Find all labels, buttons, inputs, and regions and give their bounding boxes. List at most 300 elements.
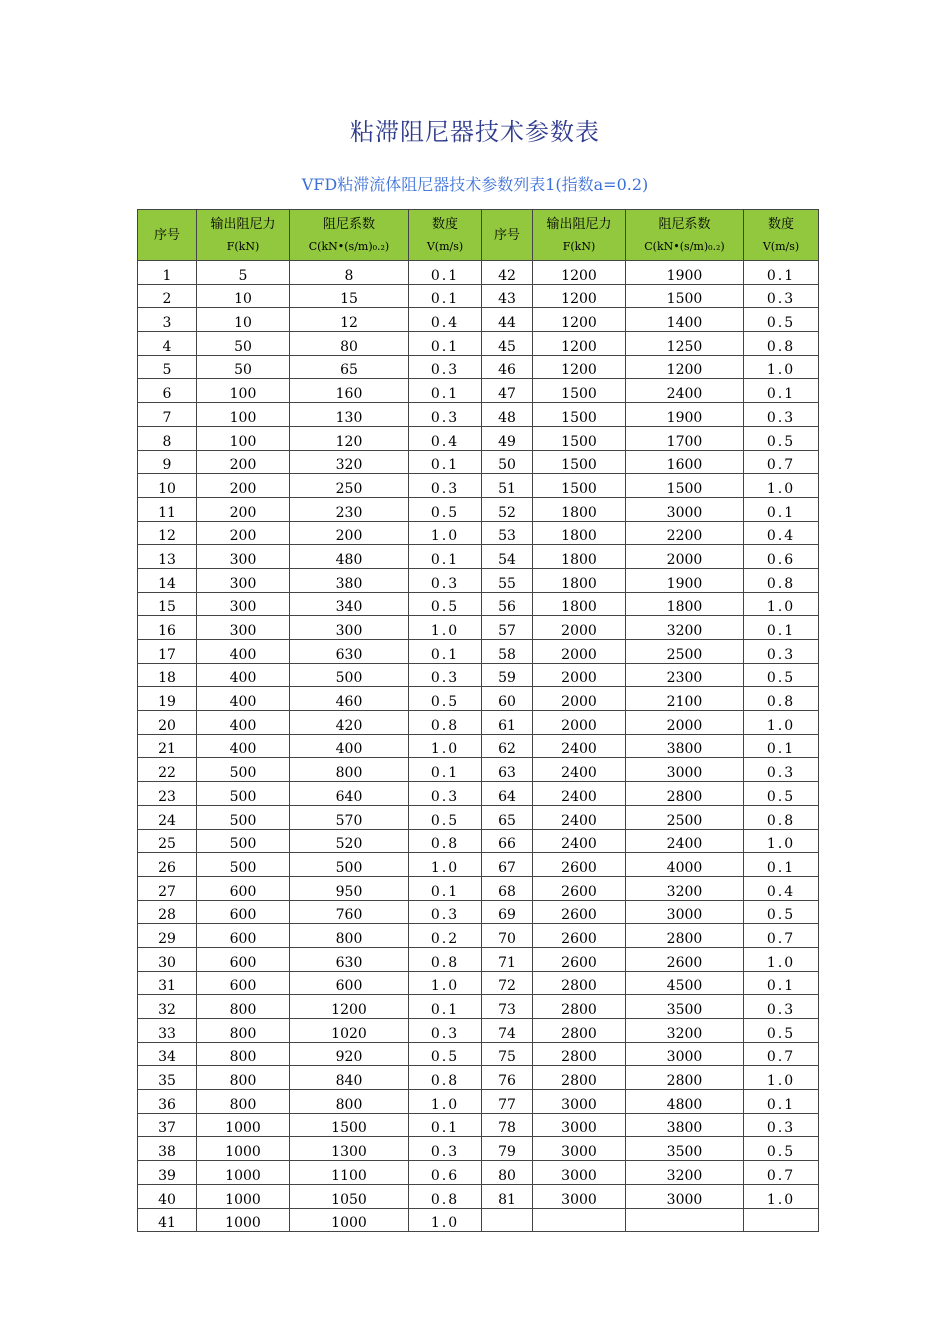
- force-cell: 400: [197, 734, 290, 758]
- coef-cell: 160: [290, 379, 409, 403]
- table-row: [138, 474, 819, 498]
- speed-cell: 0.8: [744, 332, 819, 356]
- coef-cell: 420: [290, 711, 409, 735]
- force-cell: 2800: [533, 1042, 626, 1066]
- coef-cell: 1500: [626, 474, 744, 498]
- coef-cell: 65: [290, 355, 409, 379]
- force-cell: 2000: [533, 663, 626, 687]
- speed-cell: 0.1: [744, 971, 819, 995]
- table-row: [138, 805, 819, 829]
- force-cell: 100: [197, 379, 290, 403]
- force-cell: 2000: [533, 616, 626, 640]
- force-cell: 2600: [533, 900, 626, 924]
- coef-cell: 1500: [290, 1113, 409, 1137]
- seq-cell: 30: [138, 947, 197, 971]
- speed-cell: 0.7: [744, 1042, 819, 1066]
- coef-cell: 2000: [626, 711, 744, 735]
- coef-cell: 3800: [626, 734, 744, 758]
- speed-cell: 1.0: [409, 521, 482, 545]
- coef-cell: 760: [290, 900, 409, 924]
- coef-cell: 1000: [290, 1208, 409, 1232]
- speed-cell: 0.1: [409, 1113, 482, 1137]
- table-row: [138, 853, 819, 877]
- coef-cell: 1800: [626, 592, 744, 616]
- coef-cell: 230: [290, 497, 409, 521]
- coef-cell: 1100: [290, 1161, 409, 1185]
- speed-cell: 1.0: [409, 971, 482, 995]
- seq-cell: 77: [482, 1090, 533, 1114]
- table-row: [138, 521, 819, 545]
- speed-cell: 0.5: [744, 1019, 819, 1043]
- speed-cell: 0.3: [409, 663, 482, 687]
- seq-cell: 3: [138, 308, 197, 332]
- table-row: [138, 1019, 819, 1043]
- force-cell: 1500: [533, 379, 626, 403]
- seq-cell: 51: [482, 474, 533, 498]
- coef-cell: 320: [290, 450, 409, 474]
- speed-cell: 0.8: [409, 1066, 482, 1090]
- coef-cell: 400: [290, 734, 409, 758]
- coef-cell: 1900: [626, 261, 744, 285]
- table-row: [138, 497, 819, 521]
- speed-cell: 0.5: [409, 805, 482, 829]
- seq-cell: 24: [138, 805, 197, 829]
- force-cell: 2400: [533, 758, 626, 782]
- force-cell: 1000: [197, 1208, 290, 1232]
- speed-cell: 0.7: [744, 450, 819, 474]
- coef-cell: 570: [290, 805, 409, 829]
- force-cell: 2800: [533, 995, 626, 1019]
- speed-cell: 0.4: [409, 308, 482, 332]
- seq-cell: 74: [482, 1019, 533, 1043]
- speed-cell: 0.1: [409, 379, 482, 403]
- seq-cell: 21: [138, 734, 197, 758]
- coef-cell: 130: [290, 403, 409, 427]
- seq-cell: 56: [482, 592, 533, 616]
- force-cell: 2000: [533, 711, 626, 735]
- force-cell: 3000: [533, 1137, 626, 1161]
- seq-cell: 29: [138, 924, 197, 948]
- speed-cell: 0.1: [409, 261, 482, 285]
- table-row: [138, 379, 819, 403]
- seq-cell: 9: [138, 450, 197, 474]
- coef-cell: 120: [290, 426, 409, 450]
- coef-cell: 2400: [626, 379, 744, 403]
- coef-cell: 600: [290, 971, 409, 995]
- header-speed-2: [744, 210, 819, 261]
- coef-cell: 2600: [626, 947, 744, 971]
- force-cell: 600: [197, 971, 290, 995]
- seq-cell: 39: [138, 1161, 197, 1185]
- force-cell: 1500: [533, 474, 626, 498]
- coef-cell: 1200: [290, 995, 409, 1019]
- coef-cell: 200: [290, 521, 409, 545]
- table-row: [138, 545, 819, 569]
- coef-cell: 3000: [626, 1042, 744, 1066]
- force-cell: 300: [197, 592, 290, 616]
- table-row: [138, 663, 819, 687]
- header-force-unit: F(kN): [226, 239, 260, 253]
- force-cell: 1800: [533, 592, 626, 616]
- table-row: [138, 924, 819, 948]
- speed-cell: 0.1: [409, 450, 482, 474]
- force-cell: 600: [197, 947, 290, 971]
- seq-cell: 50: [482, 450, 533, 474]
- table-row: [138, 592, 819, 616]
- header-seq-2: 序号: [482, 210, 533, 261]
- speed-cell: 0.3: [744, 284, 819, 308]
- seq-cell: 40: [138, 1184, 197, 1208]
- force-cell: 500: [197, 782, 290, 806]
- force-cell: 2000: [533, 687, 626, 711]
- table-row: [138, 261, 819, 285]
- speed-cell: 0.5: [744, 900, 819, 924]
- seq-cell: 4: [138, 332, 197, 356]
- seq-cell: 22: [138, 758, 197, 782]
- seq-cell: 8: [138, 426, 197, 450]
- seq-cell: 64: [482, 782, 533, 806]
- coef-cell: 520: [290, 829, 409, 853]
- seq-cell: 19: [138, 687, 197, 711]
- table-row: [138, 284, 819, 308]
- coef-cell: 800: [290, 1090, 409, 1114]
- speed-cell: 1.0: [744, 947, 819, 971]
- header-coef-unit-2: C(kN•(s/m)₀.₂): [644, 239, 725, 253]
- speed-cell: 1.0: [744, 829, 819, 853]
- coef-cell: 500: [290, 853, 409, 877]
- speed-cell: 0.1: [744, 497, 819, 521]
- seq-cell: 81: [482, 1184, 533, 1208]
- seq-cell: 42: [482, 261, 533, 285]
- force-cell: 3000: [533, 1161, 626, 1185]
- force-cell: 2600: [533, 853, 626, 877]
- coef-cell: 4000: [626, 853, 744, 877]
- seq-cell: 55: [482, 568, 533, 592]
- coef-cell: 3200: [626, 1161, 744, 1185]
- force-cell: 3000: [533, 1090, 626, 1114]
- force-cell: 5: [197, 261, 290, 285]
- coef-cell: 3500: [626, 1137, 744, 1161]
- speed-cell: 0.5: [744, 663, 819, 687]
- table-subtitle: VFD粘滞流体阻尼器技术参数列表1(指数a=0.2): [301, 175, 649, 194]
- force-cell: 2400: [533, 829, 626, 853]
- seq-cell: 11: [138, 497, 197, 521]
- coef-cell: 1900: [626, 568, 744, 592]
- coef-cell: 12: [290, 308, 409, 332]
- seq-cell: 14: [138, 568, 197, 592]
- table-row: [138, 308, 819, 332]
- speed-cell: 0.3: [409, 1137, 482, 1161]
- force-cell: 400: [197, 687, 290, 711]
- force-cell: 3000: [533, 1184, 626, 1208]
- seq-cell: 73: [482, 995, 533, 1019]
- seq-cell: 31: [138, 971, 197, 995]
- speed-cell: 1.0: [409, 616, 482, 640]
- speed-cell: 0.8: [744, 805, 819, 829]
- coef-cell: 800: [290, 924, 409, 948]
- seq-cell: 44: [482, 308, 533, 332]
- seq-cell: [482, 1208, 533, 1232]
- speed-cell: 0.1: [409, 640, 482, 664]
- coef-cell: 1900: [626, 403, 744, 427]
- seq-cell: 35: [138, 1066, 197, 1090]
- coef-cell: 1500: [626, 284, 744, 308]
- table-row: [138, 947, 819, 971]
- header-force-2: [533, 210, 626, 261]
- coef-cell: 2000: [626, 545, 744, 569]
- seq-cell: 38: [138, 1137, 197, 1161]
- speed-cell: 0.1: [744, 853, 819, 877]
- force-cell: 2600: [533, 876, 626, 900]
- seq-cell: 10: [138, 474, 197, 498]
- seq-cell: 37: [138, 1113, 197, 1137]
- table-row: [138, 1042, 819, 1066]
- table-row: [138, 403, 819, 427]
- force-cell: 3000: [533, 1113, 626, 1137]
- force-cell: 200: [197, 521, 290, 545]
- speed-cell: 0.7: [744, 1161, 819, 1185]
- speed-cell: [744, 1208, 819, 1232]
- seq-cell: 1: [138, 261, 197, 285]
- table-row: [138, 568, 819, 592]
- seq-cell: 26: [138, 853, 197, 877]
- speed-cell: 0.3: [409, 568, 482, 592]
- speed-cell: 1.0: [744, 592, 819, 616]
- speed-cell: 0.5: [409, 687, 482, 711]
- seq-cell: 25: [138, 829, 197, 853]
- seq-cell: 6: [138, 379, 197, 403]
- coef-cell: 2200: [626, 521, 744, 545]
- seq-cell: 58: [482, 640, 533, 664]
- seq-cell: 61: [482, 711, 533, 735]
- header-force-unit-2: F(kN): [562, 239, 596, 253]
- speed-cell: 0.1: [409, 284, 482, 308]
- coef-cell: 1400: [626, 308, 744, 332]
- speed-cell: 1.0: [744, 1184, 819, 1208]
- header-coef: [290, 210, 409, 261]
- speed-cell: 0.5: [409, 1042, 482, 1066]
- coef-cell: 340: [290, 592, 409, 616]
- force-cell: 100: [197, 403, 290, 427]
- coef-cell: 4800: [626, 1090, 744, 1114]
- force-cell: 1200: [533, 284, 626, 308]
- speed-cell: 0.3: [744, 1113, 819, 1137]
- seq-cell: 80: [482, 1161, 533, 1185]
- coef-cell: 2300: [626, 663, 744, 687]
- coef-cell: 3200: [626, 1019, 744, 1043]
- coef-cell: 380: [290, 568, 409, 592]
- speed-cell: 0.3: [744, 995, 819, 1019]
- force-cell: 100: [197, 426, 290, 450]
- coef-cell: 3500: [626, 995, 744, 1019]
- seq-cell: 69: [482, 900, 533, 924]
- seq-cell: 59: [482, 663, 533, 687]
- speed-cell: 0.1: [409, 758, 482, 782]
- force-cell: 600: [197, 876, 290, 900]
- force-cell: 600: [197, 924, 290, 948]
- seq-cell: 71: [482, 947, 533, 971]
- seq-cell: 33: [138, 1019, 197, 1043]
- speed-cell: 1.0: [744, 355, 819, 379]
- force-cell: 1500: [533, 450, 626, 474]
- table-row: [138, 971, 819, 995]
- header-force: [197, 210, 290, 261]
- force-cell: 1800: [533, 521, 626, 545]
- coef-cell: 1050: [290, 1184, 409, 1208]
- speed-cell: 0.1: [744, 379, 819, 403]
- coef-cell: 3200: [626, 876, 744, 900]
- seq-cell: 63: [482, 758, 533, 782]
- speed-cell: 0.1: [744, 616, 819, 640]
- coef-cell: 3000: [626, 1184, 744, 1208]
- seq-cell: 20: [138, 711, 197, 735]
- seq-cell: 76: [482, 1066, 533, 1090]
- table-header: [138, 210, 819, 261]
- seq-cell: 79: [482, 1137, 533, 1161]
- force-cell: 800: [197, 1066, 290, 1090]
- table-row: [138, 1184, 819, 1208]
- seq-cell: 17: [138, 640, 197, 664]
- speed-cell: 0.1: [744, 1090, 819, 1114]
- force-cell: 300: [197, 545, 290, 569]
- force-cell: 800: [197, 1019, 290, 1043]
- force-cell: 500: [197, 829, 290, 853]
- seq-cell: 7: [138, 403, 197, 427]
- force-cell: 2400: [533, 805, 626, 829]
- seq-cell: 13: [138, 545, 197, 569]
- coef-cell: 4500: [626, 971, 744, 995]
- speed-cell: 0.3: [744, 640, 819, 664]
- seq-cell: 15: [138, 592, 197, 616]
- speed-cell: 1.0: [409, 734, 482, 758]
- coef-cell: 950: [290, 876, 409, 900]
- seq-cell: 18: [138, 663, 197, 687]
- force-cell: 300: [197, 568, 290, 592]
- coef-cell: 250: [290, 474, 409, 498]
- coef-cell: 2500: [626, 640, 744, 664]
- table-row: [138, 876, 819, 900]
- force-cell: 800: [197, 1042, 290, 1066]
- seq-cell: 52: [482, 497, 533, 521]
- table-row: [138, 758, 819, 782]
- coef-cell: 480: [290, 545, 409, 569]
- force-cell: 2800: [533, 1066, 626, 1090]
- header-force-label: 输出阻尼力: [210, 216, 276, 232]
- speed-cell: 0.5: [744, 782, 819, 806]
- speed-cell: 0.1: [409, 332, 482, 356]
- coef-cell: 3000: [626, 758, 744, 782]
- speed-cell: 0.6: [744, 545, 819, 569]
- coef-cell: 1020: [290, 1019, 409, 1043]
- force-cell: 200: [197, 497, 290, 521]
- seq-cell: 27: [138, 876, 197, 900]
- coef-cell: 2800: [626, 782, 744, 806]
- speed-cell: 0.8: [409, 1184, 482, 1208]
- force-cell: 2800: [533, 971, 626, 995]
- coef-cell: 630: [290, 947, 409, 971]
- seq-cell: 12: [138, 521, 197, 545]
- coef-cell: 1300: [290, 1137, 409, 1161]
- speed-cell: 0.3: [409, 355, 482, 379]
- speed-cell: 0.5: [409, 592, 482, 616]
- speed-cell: 0.1: [409, 995, 482, 1019]
- force-cell: 800: [197, 1090, 290, 1114]
- coef-cell: 300: [290, 616, 409, 640]
- force-cell: 1200: [533, 355, 626, 379]
- force-cell: 1000: [197, 1137, 290, 1161]
- speed-cell: 1.0: [409, 1090, 482, 1114]
- header-coef-2: [626, 210, 744, 261]
- speed-cell: 0.3: [744, 758, 819, 782]
- seq-cell: 16: [138, 616, 197, 640]
- seq-cell: 48: [482, 403, 533, 427]
- speed-cell: 1.0: [744, 1066, 819, 1090]
- coef-cell: 920: [290, 1042, 409, 1066]
- force-cell: 500: [197, 853, 290, 877]
- speed-cell: 0.5: [744, 1137, 819, 1161]
- coef-cell: 460: [290, 687, 409, 711]
- seq-cell: 68: [482, 876, 533, 900]
- force-cell: 400: [197, 711, 290, 735]
- speed-cell: 0.5: [409, 497, 482, 521]
- table-row: [138, 640, 819, 664]
- force-cell: 500: [197, 758, 290, 782]
- header-coef-label: 阻尼系数: [322, 216, 375, 232]
- coef-cell: 8: [290, 261, 409, 285]
- force-cell: 2400: [533, 734, 626, 758]
- seq-cell: 53: [482, 521, 533, 545]
- table-row: [138, 995, 819, 1019]
- force-cell: [533, 1208, 626, 1232]
- header-row: [138, 210, 819, 261]
- coef-cell: 840: [290, 1066, 409, 1090]
- table-row: [138, 711, 819, 735]
- table-row: [138, 1090, 819, 1114]
- speed-cell: 0.3: [409, 403, 482, 427]
- seq-cell: 62: [482, 734, 533, 758]
- coef-cell: 1600: [626, 450, 744, 474]
- speed-cell: 0.8: [744, 568, 819, 592]
- seq-cell: 75: [482, 1042, 533, 1066]
- force-cell: 1000: [197, 1161, 290, 1185]
- table-row: [138, 687, 819, 711]
- seq-cell: 47: [482, 379, 533, 403]
- force-cell: 2800: [533, 1019, 626, 1043]
- seq-cell: 43: [482, 284, 533, 308]
- table-row: [138, 1137, 819, 1161]
- seq-cell: 70: [482, 924, 533, 948]
- force-cell: 2600: [533, 947, 626, 971]
- seq-cell: 57: [482, 616, 533, 640]
- speed-cell: 0.1: [409, 876, 482, 900]
- coef-cell: 2100: [626, 687, 744, 711]
- seq-cell: 78: [482, 1113, 533, 1137]
- coef-cell: 15: [290, 284, 409, 308]
- coef-cell: 3200: [626, 616, 744, 640]
- seq-cell: 34: [138, 1042, 197, 1066]
- seq-cell: 66: [482, 829, 533, 853]
- table-row: [138, 1161, 819, 1185]
- force-cell: 200: [197, 450, 290, 474]
- table-row: [138, 1113, 819, 1137]
- table-row: [138, 450, 819, 474]
- table-row: [138, 355, 819, 379]
- coef-cell: 2800: [626, 1066, 744, 1090]
- seq-cell: 49: [482, 426, 533, 450]
- speed-cell: 0.5: [744, 308, 819, 332]
- coef-cell: 3000: [626, 900, 744, 924]
- force-cell: 1200: [533, 308, 626, 332]
